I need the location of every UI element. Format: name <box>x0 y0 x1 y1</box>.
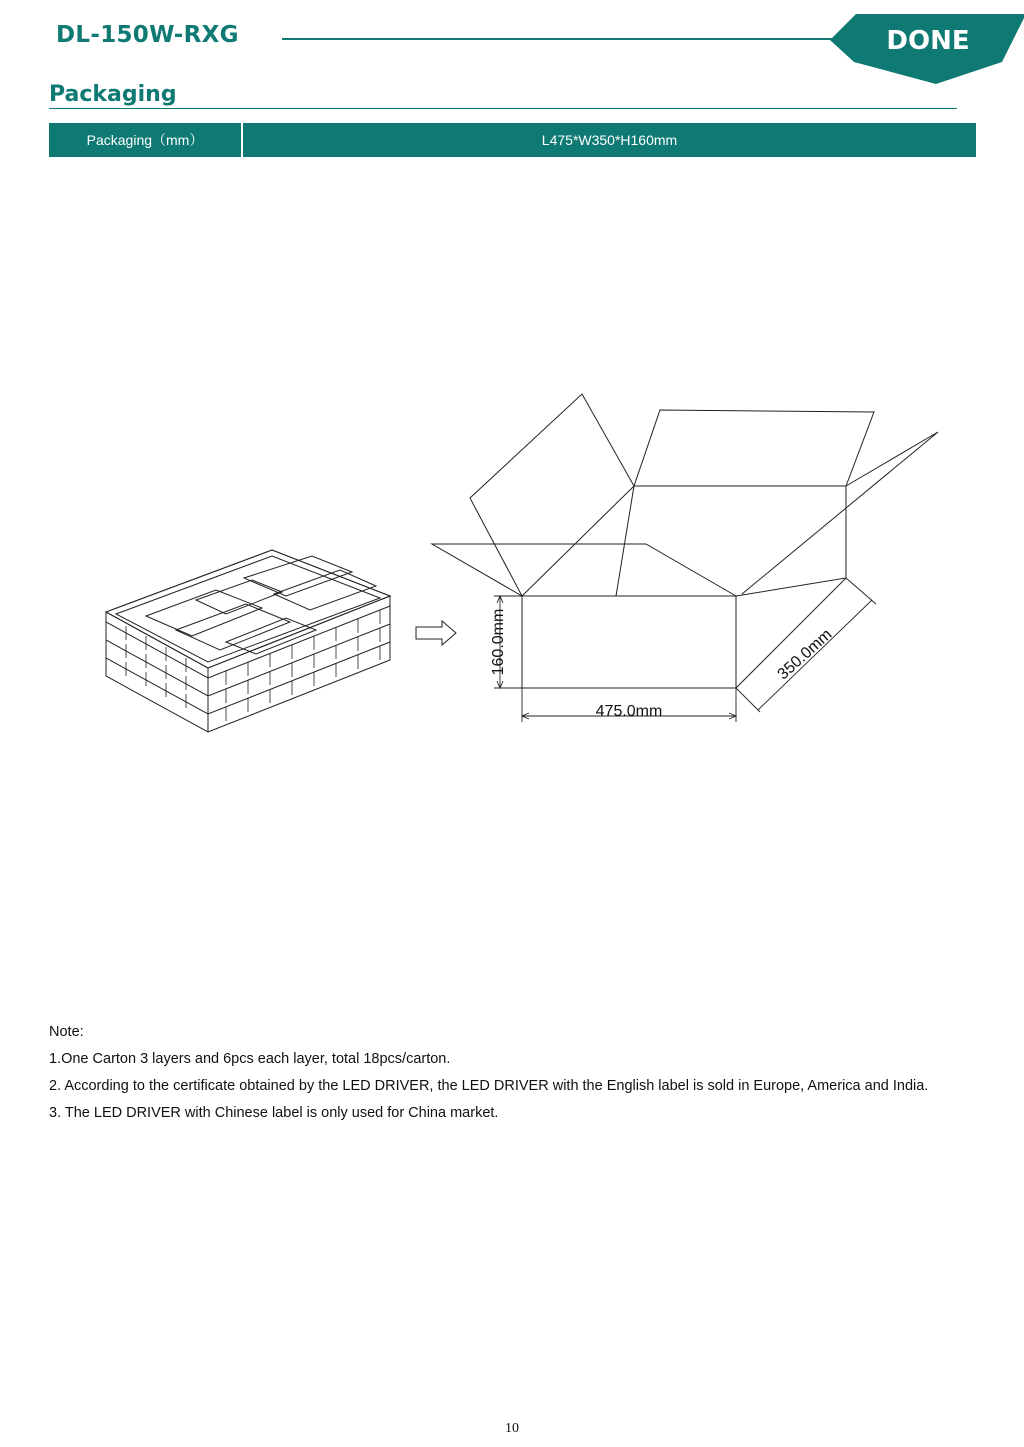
arrow-right-icon <box>416 621 456 645</box>
note-item: 2. According to the certificate obtained by the LED DRIVER, the LED DRIVER with the English label is sold in Europe, America and India. <box>49 1078 929 1094</box>
spec-label-cell: Packaging（mm） <box>49 123 243 157</box>
stacked-trays-drawing <box>106 550 390 732</box>
spec-value-cell: L475*W350*H160mm <box>541 132 678 148</box>
open-carton-drawing <box>432 394 938 688</box>
logo-text: DONE <box>886 26 970 56</box>
note-item: 1.One Carton 3 layers and 6pcs each layer, total 18pcs/carton. <box>49 1051 451 1067</box>
section-divider <box>49 108 957 109</box>
note-item: 3. The LED DRIVER with Chinese label is only used for China market. <box>49 1105 499 1121</box>
dim-height-label: 160.0mm <box>490 608 507 676</box>
notes-block <box>49 1019 999 1127</box>
dim-length-label: 475.0mm <box>595 703 663 720</box>
header-divider <box>282 38 842 40</box>
packaging-spec-table <box>49 123 976 157</box>
page-number: 10 <box>505 1421 519 1436</box>
section-title: Packaging <box>49 82 177 107</box>
notes-heading: Note: <box>49 1024 84 1040</box>
packaging-illustration <box>76 390 956 750</box>
dim-width-label: 350.0mm <box>774 626 836 684</box>
document-model-title: DL-150W-RXG <box>56 22 239 48</box>
done-logo <box>830 12 1024 86</box>
